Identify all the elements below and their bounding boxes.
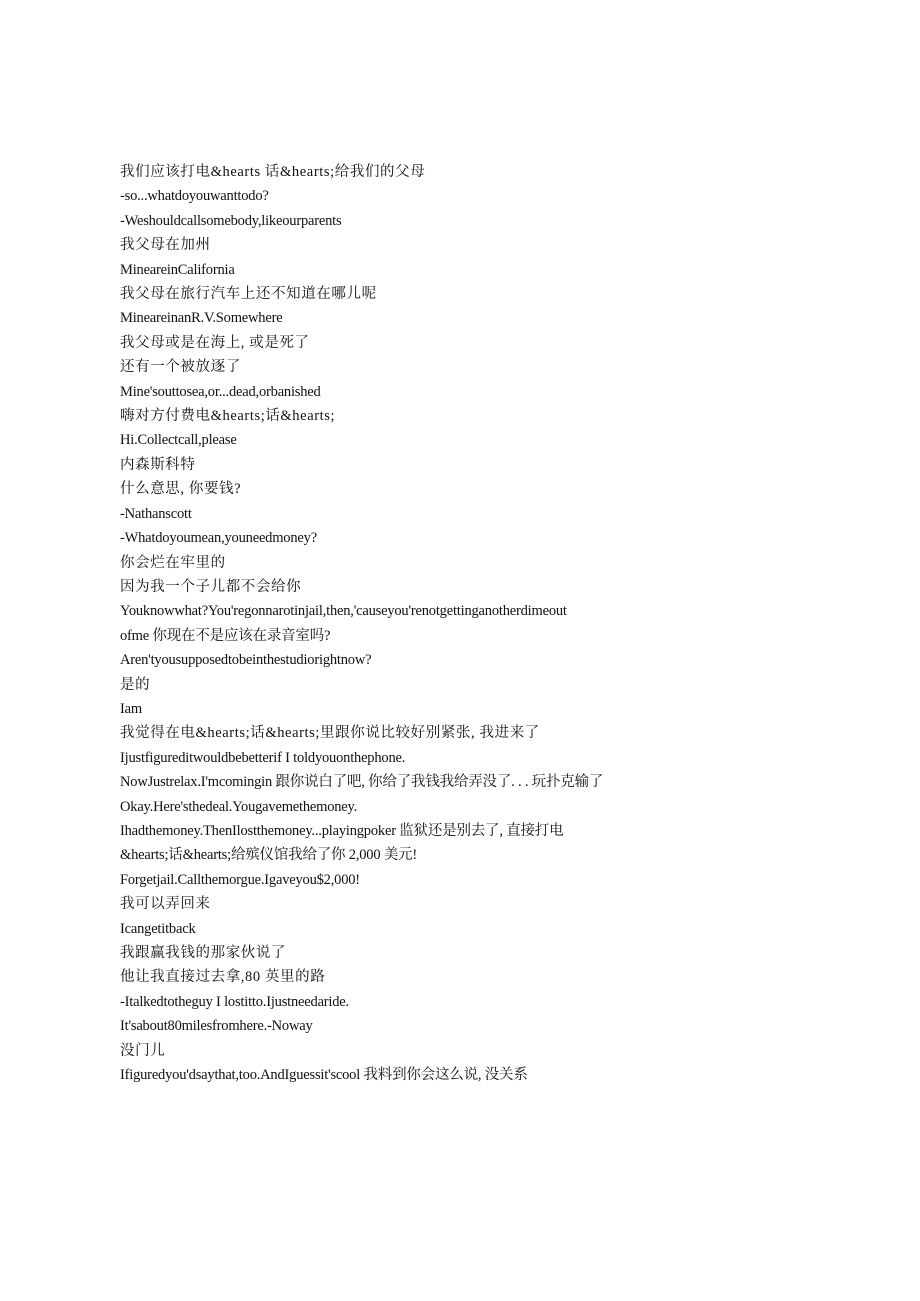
text-line: It'sabout80milesfromhere.-Noway bbox=[120, 1018, 313, 1035]
text-line: Forgetjail.Callthemorgue.Igaveyou$2,000! bbox=[120, 871, 360, 888]
text-line: Ijustfigureditwouldbebetterif I toldyouonthephone. bbox=[120, 749, 406, 766]
text-line: 没门儿 bbox=[120, 1042, 166, 1059]
text-line: MineareinCalifornia bbox=[120, 261, 235, 278]
text-line: Ifiguredyou'dsaythat,too.AndIguessit'scool 我料到你会这么说, 没关系 bbox=[120, 1067, 528, 1084]
text-line: 我跟赢我钱的那家伙说了 bbox=[120, 945, 287, 961]
text-line: 我们应该打电&hearts 话&hearts;给我们的父母 bbox=[120, 164, 426, 180]
text-line: 因为我一个子儿都不会给你 bbox=[120, 578, 302, 595]
text-line: Okay.Here'sthedeal.Yougavemethemoney. bbox=[120, 798, 358, 815]
text-line: Icangetitback bbox=[120, 920, 196, 937]
text-line: -Weshouldcallsomebody,likeourparents bbox=[120, 212, 342, 229]
text-line: 还有一个被放逐了 bbox=[120, 359, 241, 376]
text-line: Youknowwhat?You'regonnarotinjail,then,'causeyou'renotgettinganotherdimeout bbox=[120, 603, 567, 620]
text-line: -Whatdoyoumean,youneedmoney? bbox=[120, 530, 317, 547]
text-line: 是的 bbox=[120, 676, 151, 693]
text-line: -Nathanscott bbox=[120, 505, 192, 522]
text-line: 我父母在旅行汽车上还不知道在哪儿呢 bbox=[120, 286, 377, 303]
text-line: Iam bbox=[120, 700, 142, 717]
text-line: MineareinanR.V.Somewhere bbox=[120, 310, 283, 327]
text-line: &hearts;话&hearts;给殡仪馆我给了你 2,000 美元! bbox=[120, 847, 418, 864]
text-line: 我觉得在电&hearts;话&hearts;里跟你说比较好别紧张, 我进来了 bbox=[120, 725, 540, 742]
text-line: -Italkedtotheguy I lostitto.Ijustneedaride. bbox=[120, 993, 349, 1010]
text-line: 内森斯科特 bbox=[120, 456, 196, 473]
text-line: Mine'souttosea,or...dead,orbanished bbox=[120, 383, 321, 400]
text-line: 我可以弄回来 bbox=[120, 896, 211, 913]
text-line: 我父母或是在海上, 或是死了 bbox=[120, 334, 310, 351]
text-line: 他让我直接过去拿,80 英里的路 bbox=[120, 969, 326, 986]
text-line: -so...whatdoyouwanttodo? bbox=[120, 188, 269, 205]
text-line: 嗨对方付费电&hearts;话&hearts; bbox=[120, 408, 336, 425]
text-line: NowJustrelax.I'mcomingin 跟你说白了吧, 你给了我钱我给弄没了. . . 玩扑克输了 bbox=[120, 774, 604, 791]
text-line: 我父母在加州 bbox=[120, 237, 211, 254]
text-line: Hi.Collectcall,please bbox=[120, 432, 237, 449]
text-line: ofme 你现在不是应该在录音室吗? bbox=[120, 627, 331, 644]
text-line: Ihadthemoney.ThenIlostthemoney...playingpoker 监狱还是别去了, 直接打电 bbox=[120, 822, 564, 839]
subtitle-text-block bbox=[120, 160, 680, 1087]
text-line: 你会烂在牢里的 bbox=[120, 554, 226, 571]
text-line: 什么意思, 你要钱? bbox=[120, 481, 242, 498]
text-line: Aren'tyousupposedtobeinthestudiorightnow? bbox=[120, 652, 372, 669]
